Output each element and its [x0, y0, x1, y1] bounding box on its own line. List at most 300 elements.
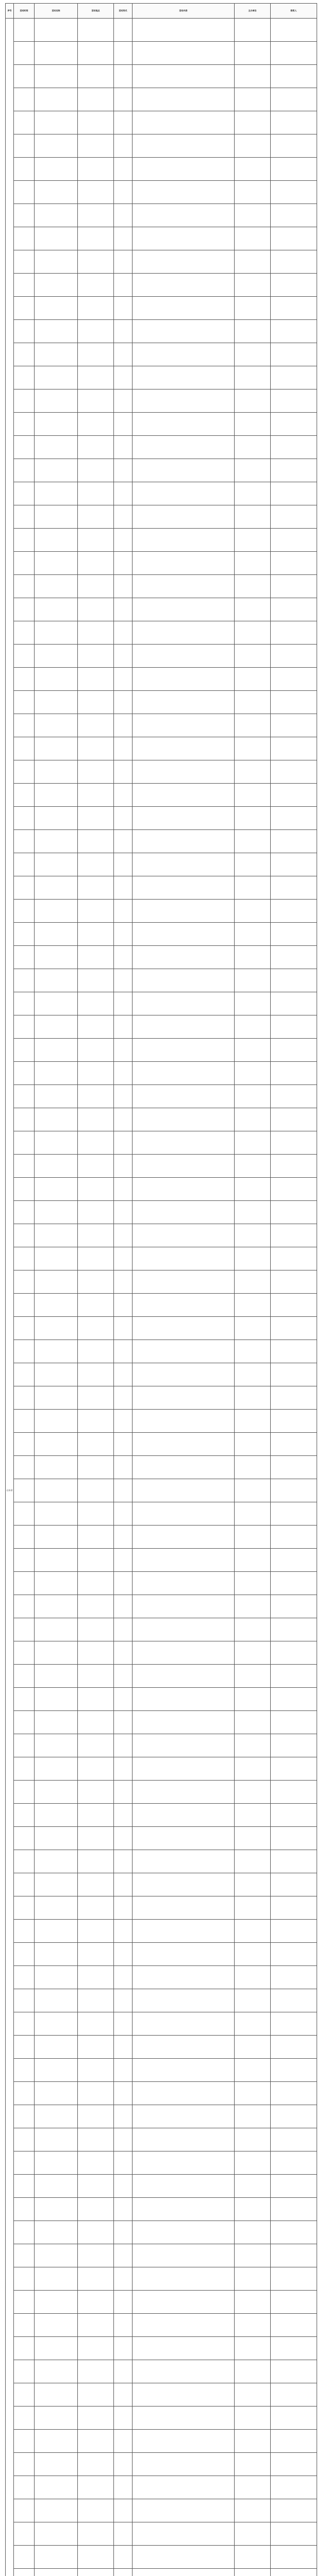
table-cell — [271, 1665, 317, 1688]
table-row — [6, 2291, 317, 2314]
table-cell — [271, 2198, 317, 2221]
table-cell — [114, 436, 133, 459]
event-schedule-table — [5, 3, 317, 2576]
table-cell — [133, 1039, 235, 1062]
table-cell — [14, 2522, 35, 2546]
table-cell — [235, 2012, 271, 2036]
table-cell — [14, 2291, 35, 2314]
table-cell — [35, 807, 78, 830]
table-row — [6, 1479, 317, 1502]
table-cell — [133, 691, 235, 714]
table-cell — [14, 1039, 35, 1062]
table-row — [6, 1386, 317, 1410]
table-cell — [133, 1781, 235, 1804]
table-cell — [114, 366, 133, 389]
table-cell — [235, 1410, 271, 1433]
table-cell — [35, 1131, 78, 1155]
table-cell — [271, 2383, 317, 2406]
table-row — [6, 2522, 317, 2546]
table-cell — [235, 2569, 271, 2576]
table-row — [6, 2314, 317, 2337]
table-cell — [114, 320, 133, 343]
table-cell — [14, 320, 35, 343]
table-cell — [114, 2105, 133, 2128]
table-cell — [114, 575, 133, 598]
table-cell — [35, 1850, 78, 1873]
table-cell — [35, 2036, 78, 2059]
table-cell — [35, 42, 78, 65]
table-cell — [14, 1734, 35, 1757]
table-cell — [235, 1873, 271, 1896]
table-cell — [114, 737, 133, 760]
table-cell — [235, 1618, 271, 1641]
table-cell — [78, 1688, 114, 1711]
table-cell — [114, 1827, 133, 1850]
table-cell — [271, 760, 317, 784]
table-cell — [133, 2314, 235, 2337]
table-row — [6, 2546, 317, 2569]
table-cell — [35, 853, 78, 876]
table-cell — [78, 2546, 114, 2569]
table-cell — [271, 1896, 317, 1920]
table-cell — [78, 1108, 114, 1131]
table-cell — [235, 876, 271, 900]
table-cell — [235, 1155, 271, 1178]
table-row — [6, 946, 317, 969]
table-cell — [78, 575, 114, 598]
table-row — [6, 1015, 317, 1039]
table-cell — [133, 2198, 235, 2221]
table-cell — [133, 2499, 235, 2522]
table-cell — [235, 1108, 271, 1131]
table-cell — [271, 1433, 317, 1456]
table-cell — [35, 946, 78, 969]
table-cell — [14, 2244, 35, 2267]
table-cell — [14, 691, 35, 714]
table-cell — [14, 158, 35, 181]
table-row — [6, 2430, 317, 2453]
table-cell — [114, 2059, 133, 2082]
table-cell — [78, 1479, 114, 1502]
table-cell — [235, 1526, 271, 1549]
table-cell — [114, 714, 133, 737]
table-cell — [35, 2430, 78, 2453]
table-cell — [35, 1526, 78, 1549]
table-cell — [235, 1085, 271, 1108]
table-row — [6, 1294, 317, 1317]
table-cell — [78, 1456, 114, 1479]
table-cell — [133, 1641, 235, 1665]
table-cell — [78, 1363, 114, 1386]
table-cell — [133, 1340, 235, 1363]
table-cell — [14, 598, 35, 621]
table-cell — [14, 876, 35, 900]
table-cell — [271, 413, 317, 436]
table-cell — [78, 65, 114, 88]
table-cell — [14, 1641, 35, 1665]
table-row — [6, 900, 317, 923]
table-row — [6, 1108, 317, 1131]
table-cell — [133, 2244, 235, 2267]
table-cell — [133, 2082, 235, 2105]
table-cell — [133, 1989, 235, 2012]
table-cell — [133, 1873, 235, 1896]
table-cell — [114, 505, 133, 529]
table-cell — [14, 1433, 35, 1456]
table-cell — [14, 366, 35, 389]
table-cell — [235, 1711, 271, 1734]
table-cell — [14, 668, 35, 691]
table-row — [6, 1062, 317, 1085]
table-cell — [14, 1155, 35, 1178]
table-row — [6, 1665, 317, 1688]
table-cell — [271, 1224, 317, 1247]
table-cell — [235, 2337, 271, 2360]
table-cell — [78, 552, 114, 575]
table-cell — [14, 1456, 35, 1479]
table-cell — [35, 65, 78, 88]
table-cell — [14, 1850, 35, 1873]
table-cell — [271, 343, 317, 366]
table-cell — [235, 366, 271, 389]
table-cell — [78, 2267, 114, 2291]
table-cell — [133, 204, 235, 227]
table-cell — [271, 227, 317, 250]
table-cell — [235, 1015, 271, 1039]
table-cell — [14, 227, 35, 250]
table-cell — [114, 2522, 133, 2546]
table-cell — [235, 111, 271, 134]
table-cell — [271, 1595, 317, 1618]
table-cell — [235, 645, 271, 668]
table-cell — [235, 1131, 271, 1155]
table-row — [6, 1618, 317, 1641]
table-row — [6, 1317, 317, 1340]
table-cell — [78, 436, 114, 459]
table-cell — [271, 1804, 317, 1827]
table-cell — [271, 1572, 317, 1595]
table-cell — [114, 227, 133, 250]
table-cell — [271, 691, 317, 714]
table-cell — [35, 2383, 78, 2406]
table-cell — [14, 575, 35, 598]
table-cell — [78, 807, 114, 830]
table-cell — [133, 645, 235, 668]
table-row — [6, 2082, 317, 2105]
table-cell — [35, 2546, 78, 2569]
table-cell — [114, 529, 133, 552]
table-cell — [235, 737, 271, 760]
table-cell — [114, 1896, 133, 1920]
table-cell — [78, 1850, 114, 1873]
table-cell — [271, 297, 317, 320]
table-cell — [78, 1039, 114, 1062]
table-row — [6, 1734, 317, 1757]
table-cell — [35, 2337, 78, 2360]
table-cell — [271, 2499, 317, 2522]
table-cell — [271, 2522, 317, 2546]
table-cell — [14, 1549, 35, 1572]
table-cell — [133, 88, 235, 111]
table-row — [6, 413, 317, 436]
table-cell — [271, 830, 317, 853]
table-cell — [235, 505, 271, 529]
table-cell — [114, 1526, 133, 1549]
table-cell — [78, 714, 114, 737]
table-cell — [133, 227, 235, 250]
table-cell — [78, 1896, 114, 1920]
table-cell — [235, 1433, 271, 1456]
table-cell — [35, 2499, 78, 2522]
table-cell — [114, 1989, 133, 2012]
table-cell — [235, 1688, 271, 1711]
table-cell — [235, 2546, 271, 2569]
table-row — [6, 1526, 317, 1549]
table-cell — [35, 2291, 78, 2314]
table-row — [6, 1989, 317, 2012]
table-cell — [235, 1317, 271, 1340]
table-cell — [14, 134, 35, 158]
table-cell — [133, 1896, 235, 1920]
table-row — [6, 1224, 317, 1247]
table-row — [6, 2244, 317, 2267]
table-cell — [271, 2546, 317, 2569]
table-cell — [235, 250, 271, 274]
table-cell — [35, 1317, 78, 1340]
table-cell — [78, 1155, 114, 1178]
table-cell — [35, 1757, 78, 1781]
table-cell — [235, 1456, 271, 1479]
table-cell — [235, 1363, 271, 1386]
table-cell — [35, 1015, 78, 1039]
table-cell — [78, 1201, 114, 1224]
table-cell — [78, 2314, 114, 2337]
table-row — [6, 1201, 317, 1224]
table-row — [6, 621, 317, 645]
table-cell — [35, 1502, 78, 1526]
table-cell — [271, 552, 317, 575]
table-cell — [78, 760, 114, 784]
table-cell — [14, 2128, 35, 2151]
table-cell — [78, 900, 114, 923]
table-cell — [133, 668, 235, 691]
table-cell — [271, 1734, 317, 1757]
table-cell — [114, 1595, 133, 1618]
table-cell — [133, 853, 235, 876]
table-row — [6, 204, 317, 227]
table-row — [6, 1155, 317, 1178]
table-cell — [78, 946, 114, 969]
table-cell — [14, 2546, 35, 2569]
table-row — [6, 1410, 317, 1433]
table-cell — [114, 1270, 133, 1294]
table-cell — [235, 1062, 271, 1085]
table-cell — [35, 19, 78, 42]
table-cell — [235, 1827, 271, 1850]
table-cell — [78, 2453, 114, 2476]
table-cell — [271, 923, 317, 946]
table-cell — [271, 1340, 317, 1363]
table-cell — [78, 1618, 114, 1641]
table-cell — [235, 2291, 271, 2314]
table-cell — [114, 668, 133, 691]
table-cell — [114, 2244, 133, 2267]
table-cell — [35, 158, 78, 181]
table-cell — [133, 1062, 235, 1085]
table-cell — [78, 784, 114, 807]
table-cell — [14, 1711, 35, 1734]
table-cell — [78, 691, 114, 714]
table-cell — [114, 2453, 133, 2476]
table-cell — [114, 853, 133, 876]
table-cell — [78, 1595, 114, 1618]
table-row — [6, 2476, 317, 2499]
table-cell — [114, 1711, 133, 1734]
table-cell — [235, 2499, 271, 2522]
table-cell — [235, 42, 271, 65]
table-cell — [271, 2314, 317, 2337]
table-cell — [114, 2569, 133, 2576]
table-cell — [235, 2036, 271, 2059]
table-cell — [271, 1688, 317, 1711]
table-cell — [133, 529, 235, 552]
table-cell — [14, 42, 35, 65]
table-row — [6, 111, 317, 134]
table-cell — [78, 598, 114, 621]
table-cell — [271, 1039, 317, 1062]
table-row — [6, 274, 317, 297]
table-cell — [35, 1479, 78, 1502]
table-cell — [78, 320, 114, 343]
table-row — [6, 2337, 317, 2360]
table-cell — [114, 598, 133, 621]
table-cell — [271, 992, 317, 1015]
table-row — [6, 1131, 317, 1155]
table-cell — [114, 621, 133, 645]
table-cell — [14, 482, 35, 505]
table-row — [6, 65, 317, 88]
table-cell — [35, 1896, 78, 1920]
table-cell — [14, 1085, 35, 1108]
table-cell — [271, 1502, 317, 1526]
table-cell — [114, 946, 133, 969]
table-cell — [133, 1920, 235, 1943]
table-cell — [35, 505, 78, 529]
table-cell — [35, 529, 78, 552]
table-cell — [14, 2012, 35, 2036]
table-cell — [235, 2105, 271, 2128]
table-cell — [235, 2198, 271, 2221]
table-cell — [78, 389, 114, 413]
table-cell — [14, 19, 35, 42]
table-cell — [35, 1062, 78, 1085]
table-cell — [235, 575, 271, 598]
table-cell — [14, 1688, 35, 1711]
table-cell — [271, 2476, 317, 2499]
table-row — [6, 691, 317, 714]
table-cell — [271, 482, 317, 505]
table-cell — [133, 807, 235, 830]
table-row — [6, 320, 317, 343]
table-cell — [114, 2499, 133, 2522]
table-cell — [271, 2105, 317, 2128]
table-cell — [78, 1085, 114, 1108]
table-cell — [35, 204, 78, 227]
table-cell — [271, 2453, 317, 2476]
table-cell — [35, 2198, 78, 2221]
table-cell — [235, 88, 271, 111]
table-row — [6, 2267, 317, 2291]
table-cell — [235, 969, 271, 992]
table-cell — [133, 2360, 235, 2383]
table-cell — [14, 946, 35, 969]
table-cell — [235, 1502, 271, 1526]
table-row — [6, 505, 317, 529]
table-cell — [271, 1247, 317, 1270]
table-cell — [114, 2151, 133, 2175]
table-cell — [271, 366, 317, 389]
table-row — [6, 1085, 317, 1108]
table-cell — [35, 1039, 78, 1062]
table-row — [6, 1363, 317, 1386]
table-cell — [133, 482, 235, 505]
table-row — [6, 1688, 317, 1711]
table-row — [6, 1804, 317, 1827]
table-cell — [114, 1456, 133, 1479]
table-row — [6, 134, 317, 158]
table-cell — [78, 1873, 114, 1896]
table-cell — [14, 1943, 35, 1966]
table-cell — [235, 1641, 271, 1665]
table-cell — [133, 343, 235, 366]
table-cell — [114, 111, 133, 134]
table-cell — [235, 320, 271, 343]
table-cell — [35, 2453, 78, 2476]
table-cell — [78, 2430, 114, 2453]
table-cell — [35, 598, 78, 621]
table-cell — [78, 343, 114, 366]
table-cell — [78, 1665, 114, 1688]
table-cell — [14, 1015, 35, 1039]
table-cell — [14, 621, 35, 645]
table-cell — [14, 1386, 35, 1410]
table-cell — [14, 111, 35, 134]
table-cell — [133, 2128, 235, 2151]
table-cell — [271, 1757, 317, 1781]
table-cell — [14, 1595, 35, 1618]
table-cell — [78, 668, 114, 691]
table-row — [6, 1966, 317, 1989]
table-cell — [133, 900, 235, 923]
table-cell — [271, 1317, 317, 1340]
table-cell — [78, 645, 114, 668]
table-cell — [35, 2406, 78, 2430]
table-cell — [235, 1896, 271, 1920]
table-cell — [133, 2383, 235, 2406]
table-cell — [235, 1549, 271, 1572]
table-cell — [114, 1201, 133, 1224]
table-cell — [114, 2546, 133, 2569]
table-cell — [35, 413, 78, 436]
table-cell — [35, 1618, 78, 1641]
table-cell — [78, 413, 114, 436]
table-cell — [235, 1386, 271, 1410]
table-cell — [271, 737, 317, 760]
table-cell — [78, 923, 114, 946]
table-cell — [14, 760, 35, 784]
table-cell — [114, 1618, 133, 1641]
table-cell — [114, 2036, 133, 2059]
